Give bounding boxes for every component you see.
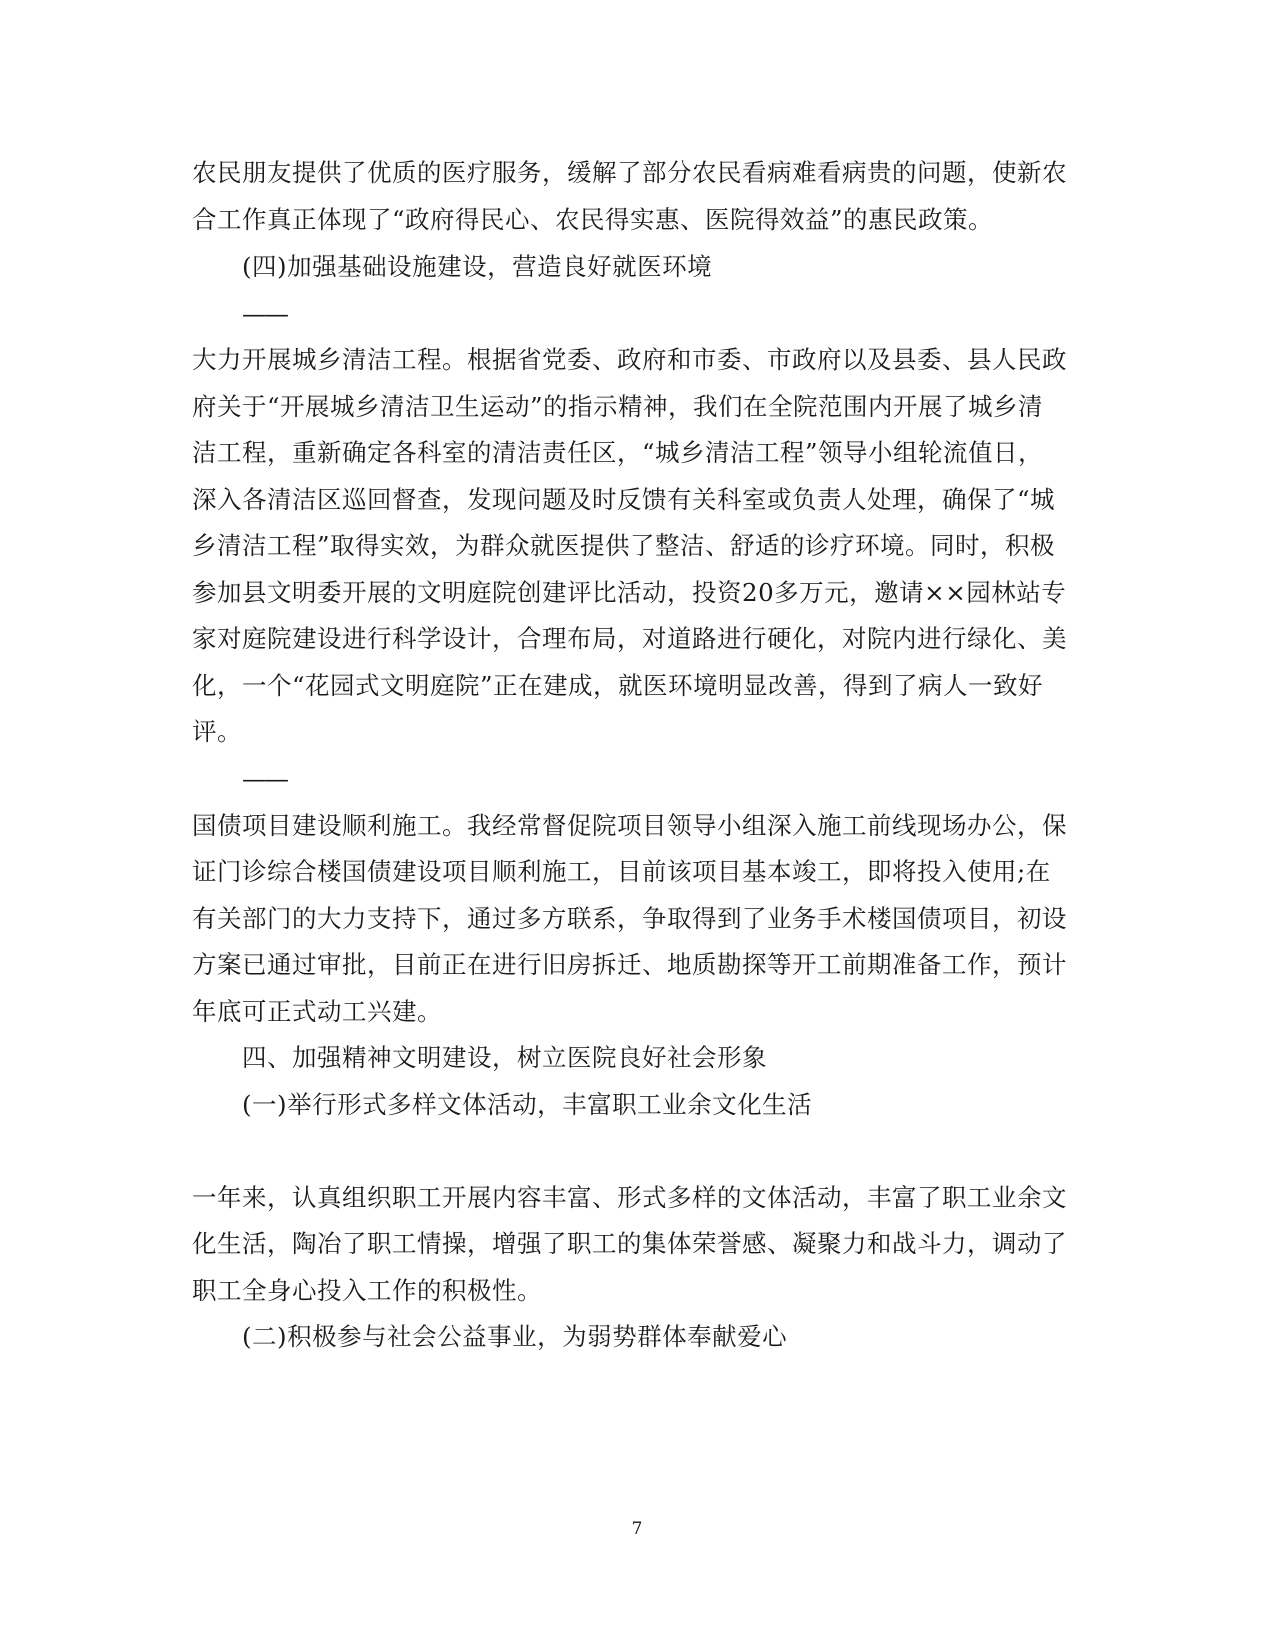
body-text-line: 大力开展城乡清洁工程。根据省党委、政府和市委、市政府以及县委、县人民政 <box>192 345 1067 374</box>
body-text-line: 府关于“开展城乡清洁卫生运动”的指示精神，我们在全院范围内开展了城乡清 <box>192 392 1044 421</box>
body-text-line: 证门诊综合楼国债建设项目顺利施工，目前该项目基本竣工，即将投入使用;在 <box>192 857 1051 886</box>
section-heading: (四)加强基础设施建设，营造良好就医环境 <box>242 252 713 281</box>
section-heading: 四、加强精神文明建设，树立医院良好社会形象 <box>242 1043 767 1072</box>
body-text-line: 方案已通过审批，目前正在进行旧房拆迁、地质勘探等开工前期准备工作，预计 <box>192 950 1067 979</box>
dash-separator: —— <box>242 764 287 793</box>
page-number: 7 <box>631 1519 643 1539</box>
dash-separator: —— <box>242 299 287 328</box>
body-text-line: 年底可正式动工兴建。 <box>192 997 442 1026</box>
body-text-line: 国债项目建设顺利施工。我经常督促院项目领导小组深入施工前线现场办公，保 <box>192 811 1067 840</box>
body-text-line: 乡清洁工程”取得实效，为群众就医提供了整洁、舒适的诊疗环境。同时，积极 <box>192 531 1056 560</box>
body-text-line: 职工全身心投入工作的积极性。 <box>192 1276 542 1305</box>
body-text-line: 化生活，陶冶了职工情操，增强了职工的集体荣誉感、凝聚力和战斗力，调动了 <box>192 1229 1067 1258</box>
body-text-line: 合工作真正体现了“政府得民心、农民得实惠、医院得效益”的惠民政策。 <box>192 205 994 234</box>
subsection-heading: (二)积极参与社会公益事业，为弱势群体奉献爱心 <box>242 1322 788 1351</box>
body-text-line: 评。 <box>192 717 242 746</box>
body-text-line: 化，一个“花园式文明庭院”正在建成，就医环境明显改善，得到了病人一致好 <box>192 671 1044 700</box>
body-text-line: 参加县文明委开展的文明庭院创建评比活动，投资20多万元，邀请××园林站专 <box>192 578 1067 607</box>
body-text-line: 农民朋友提供了优质的医疗服务，缓解了部分农民看病难看病贵的问题，使新农 <box>192 158 1067 187</box>
body-text-line: 深入各清洁区巡回督查，发现问题及时反馈有关科室或负责人处理，确保了“城 <box>192 485 1056 514</box>
body-text-line: 洁工程，重新确定各科室的清洁责任区，“城乡清洁工程”领导小组轮流值日， <box>192 438 1044 467</box>
body-text-line: 一年来，认真组织职工开展内容丰富、形式多样的文体活动，丰富了职工业余文 <box>192 1183 1067 1212</box>
subsection-heading: (一)举行形式多样文体活动，丰富职工业余文化生活 <box>242 1090 813 1119</box>
body-text-line: 家对庭院建设进行科学设计，合理布局，对道路进行硬化，对院内进行绿化、美 <box>192 624 1067 653</box>
body-text-line: 有关部门的大力支持下，通过多方联系，争取得到了业务手术楼国债项目，初设 <box>192 904 1067 933</box>
